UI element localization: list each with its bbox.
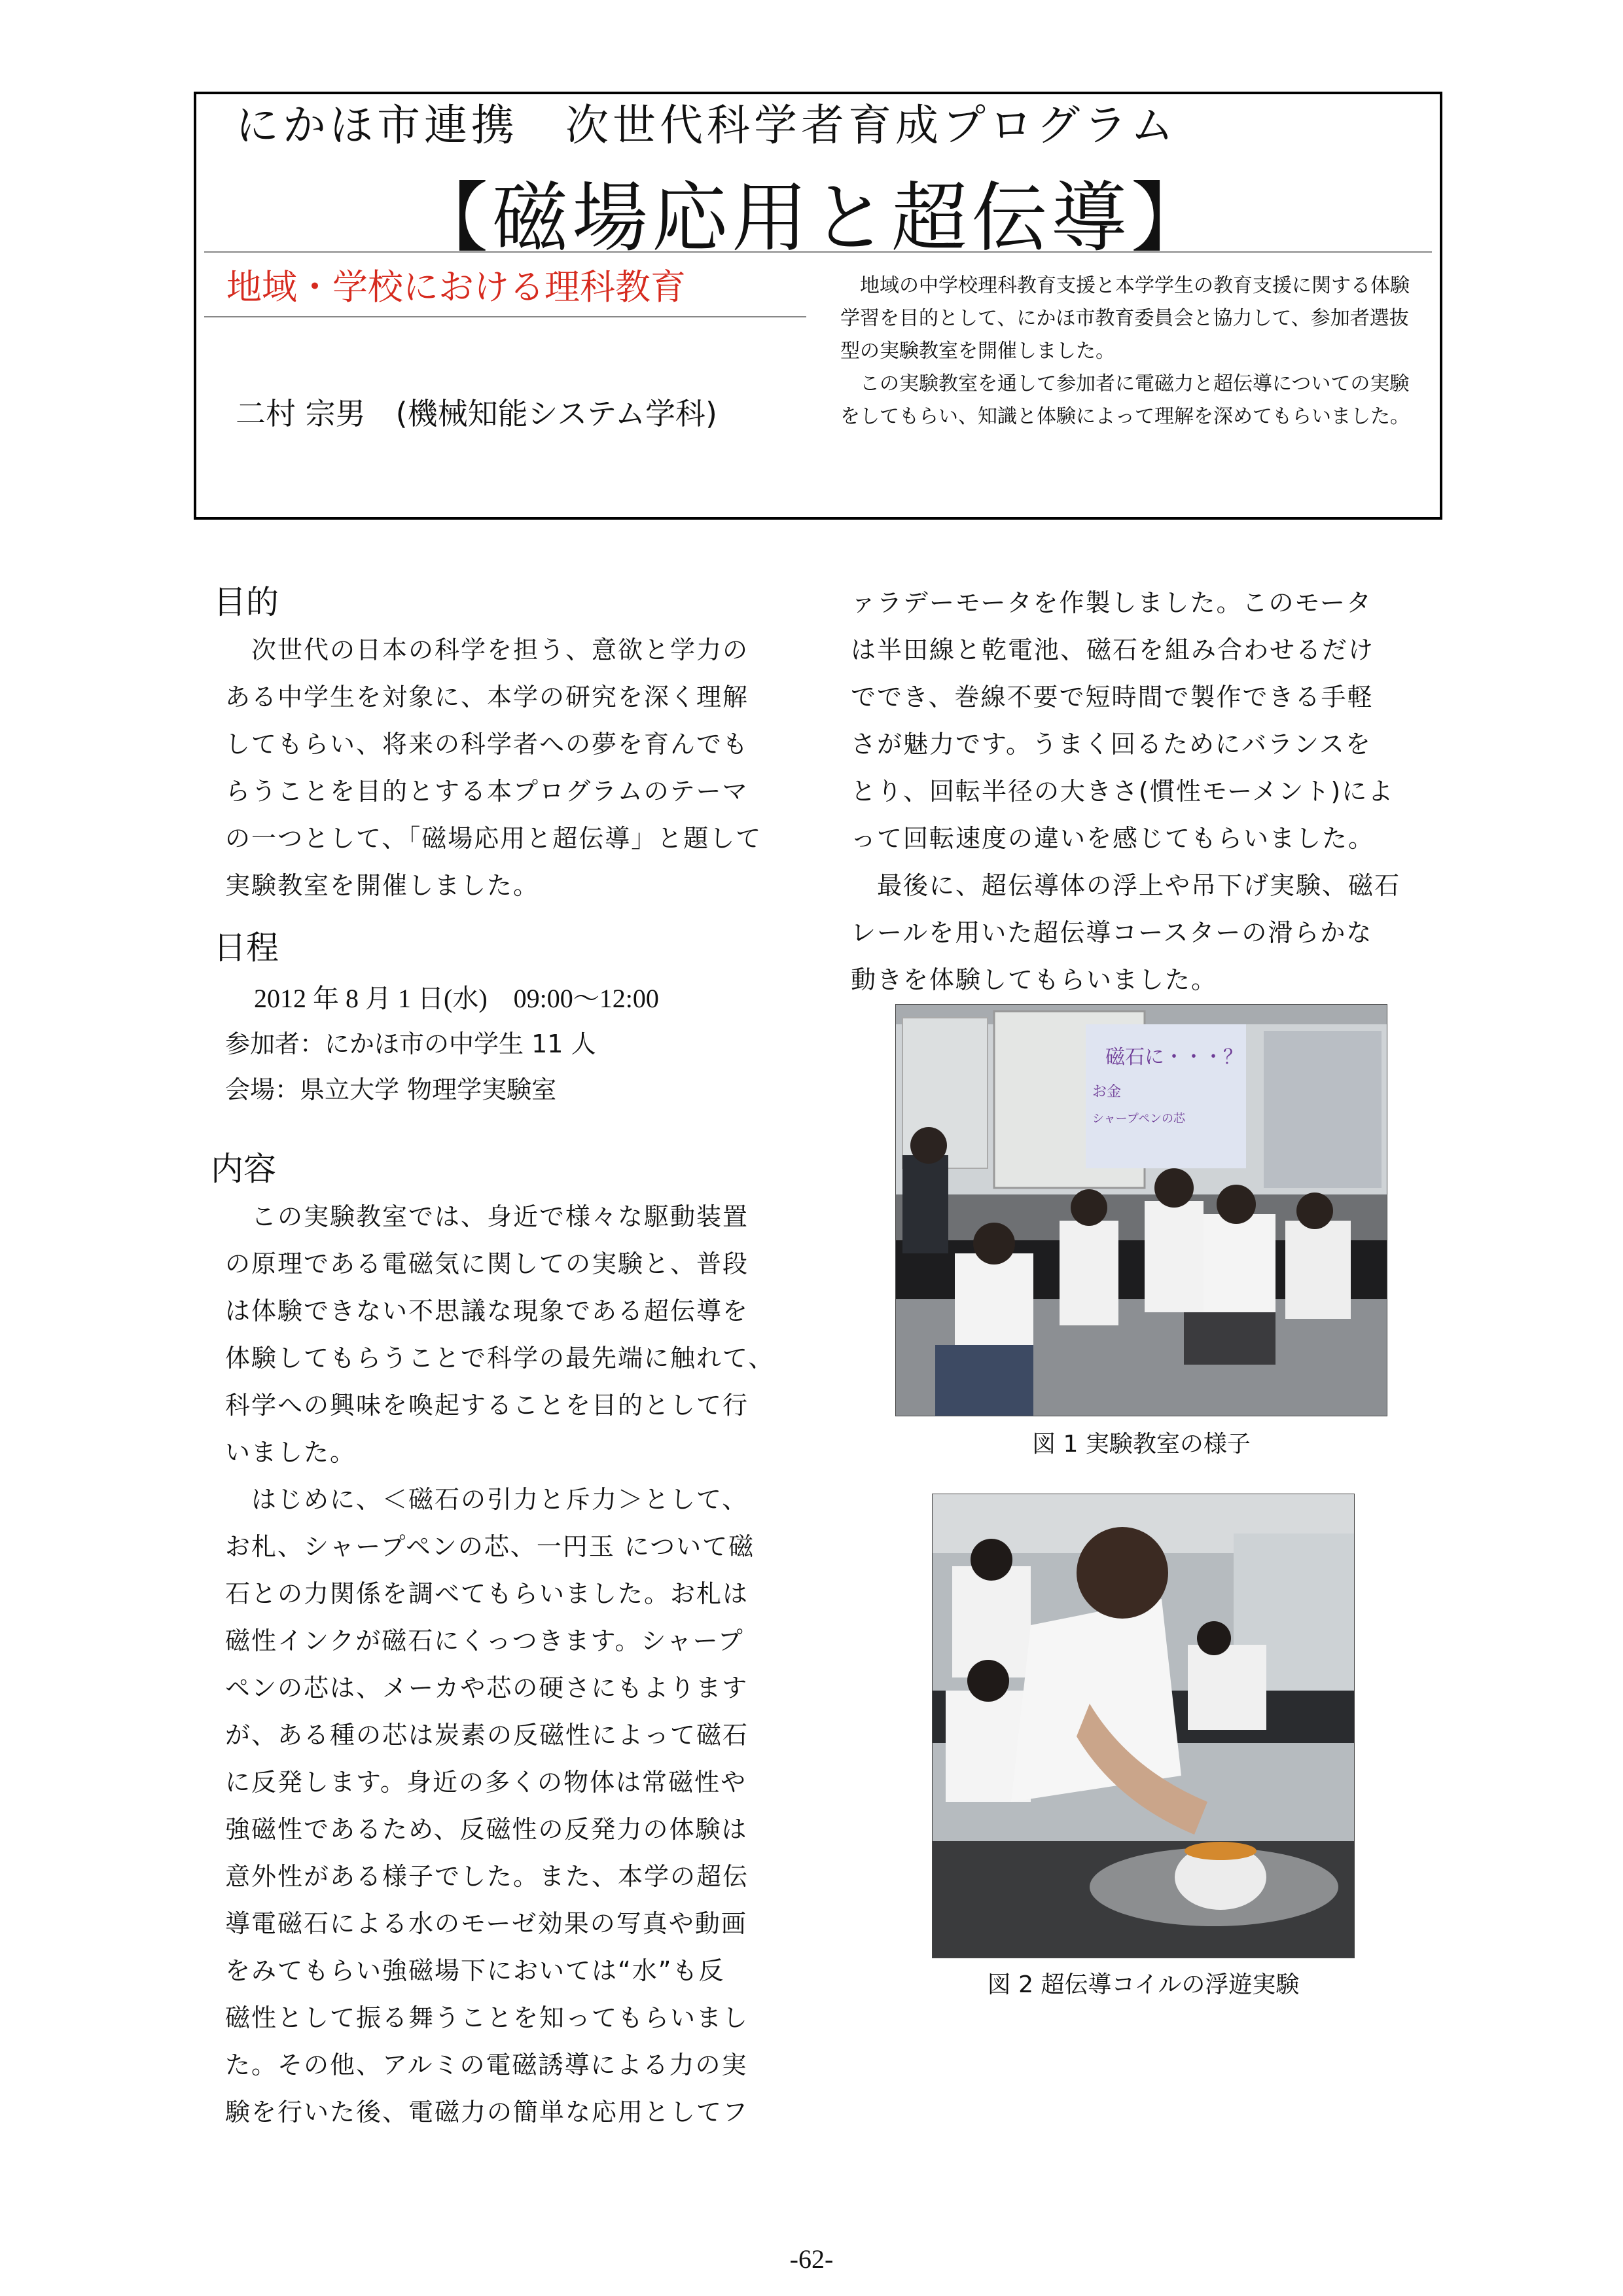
text-line: は半田線と乾電池、磁石を組み合わせるだけ [851,636,1375,664]
figure-2-photo [932,1494,1355,1958]
screen-text-2: お金 [1092,1084,1122,1100]
page-number: -62- [789,2244,834,2274]
text-line: 強磁性であるため、反磁性の反発力の体験は [225,1815,748,1844]
screen-text-1: 磁石に・・・？ [1105,1046,1243,1069]
section-heading-content: 内容 [211,1150,276,1188]
figure-1-photo [895,1004,1387,1416]
schedule-date: 2012 年 8 月 1 日(水) 09:00～12:00 [254,984,659,1013]
text-line: た。その他、アルミの電磁誘導による力の実 [225,2051,748,2079]
text-line: 科学への興味を喚起することを目的として行 [225,1391,749,1420]
schedule-participants: 参加者：にかほ市の中学生 11 人 [225,1030,596,1058]
text-line: 次世代の日本の科学を担う、意欲と学力の [225,636,749,664]
text-line: ある中学生を対象に、本学の研究を深く理解 [225,683,749,711]
figure-2-caption: 図 2 超伝導コイルの浮遊実験 [987,1971,1300,1998]
text-line: レールを用いた超伝導コースターの滑らかな [851,918,1373,947]
text-line: いました。 [225,1438,357,1467]
text-line: が、ある種の芯は炭素の反磁性によって磁石 [225,1721,749,1749]
main-title: 【磁場応用と超伝導】 [412,174,1211,262]
text-line: ペンの芯は、メーカや芯の硬さにもよります [225,1674,749,1702]
text-line: 意外性がある様子でした。また、本学の超伝 [225,1862,749,1891]
text-line: 磁性インクが磁石にくっつきます。シャープ [225,1626,744,1655]
text-line: 最後に、超伝導体の浮上や吊下げ実験、磁石 [851,871,1401,900]
text-line: 動きを体験してもらいました。 [851,965,1218,994]
text-line: とり、回転半径の大きさ(慣性モーメント)によ [851,777,1395,806]
text-line: をみてもらい強磁場下においては“水”も反 [225,1956,725,1985]
text-line: らうことを目的とする本プログラムのテーマ [225,777,749,806]
text-line: はじめに、＜磁石の引力と斥力＞として、 [225,1485,749,1514]
text-line: さが魅力です。うまく回るためにバランスを [851,730,1372,759]
section-heading-schedule: 日程 [213,929,279,967]
text-line: この実験教室では、身近で様々な駆動装置 [225,1202,749,1231]
text-line: ァラデーモータを作製しました。このモータ [851,588,1372,617]
figure-1-caption: 図 1 実験教室の様子 [1032,1431,1251,1458]
text-line: に反発します。身近の多くの物体は常磁性や [225,1768,747,1797]
classroom-photo-illustration [896,1005,1387,1416]
text-line: 石との力関係を調べてもらいました。お札は [225,1579,749,1608]
text-line: の原理である電磁気に関しての実験と、普段 [225,1249,749,1278]
section-heading-purpose: 目的 [213,583,279,621]
levitation-photo-illustration [933,1494,1355,1958]
abstract-paragraph: 地域の中学校理科教育支援と本学学生の教育支援に関する体験学習を目的として、にかほ市教育委員会と協力して、参加者選抜型の実験教室を開催しました。 [840,274,1410,363]
abstract [840,270,1416,433]
program-title: にかほ市連携 次世代科学者育成プログラム [236,100,1178,151]
schedule-venue: 会場：県立大学 物理学実験室 [225,1075,557,1104]
author: 二村 宗男 (機械知能システム学科) [236,396,717,431]
text-line: は体験できない不思議な現象である超伝導を [225,1297,749,1325]
screen-text-3: シャープペンの芯 [1092,1112,1186,1126]
text-line: ででき、巻線不要で短時間で製作できる手軽 [851,683,1374,711]
text-line: 磁性として振る舞うことを知ってもらいまし [225,2003,749,2032]
abstract-paragraph: この実験教室を通して参加者に電磁力と超伝導についての実験をしてもらい、知識と体験によって理解を深めてもらいました。 [840,372,1410,428]
category-label: 地域・学校における理科教育 [226,266,686,308]
text-line: してもらい、将来の科学者への夢を育んでも [225,730,749,759]
text-line: お札、シャープペンの芯、一円玉 について磁 [225,1532,755,1561]
category-divider [204,316,806,317]
text-line: 体験してもらうことで科学の最先端に触れて、 [225,1344,775,1372]
text-line: 導電磁石による水のモーゼ効果の写真や動画 [225,1909,747,1938]
title-divider [204,251,1432,253]
text-line: の一つとして、「磁場応用と超伝導」と題して [225,824,762,853]
text-line: 実験教室を開催しました。 [225,871,540,900]
text-line: って回転速度の違いを感じてもらいました。 [851,824,1375,853]
text-line: 験を行いた後、電磁力の簡単な応用としてフ [225,2098,749,2126]
